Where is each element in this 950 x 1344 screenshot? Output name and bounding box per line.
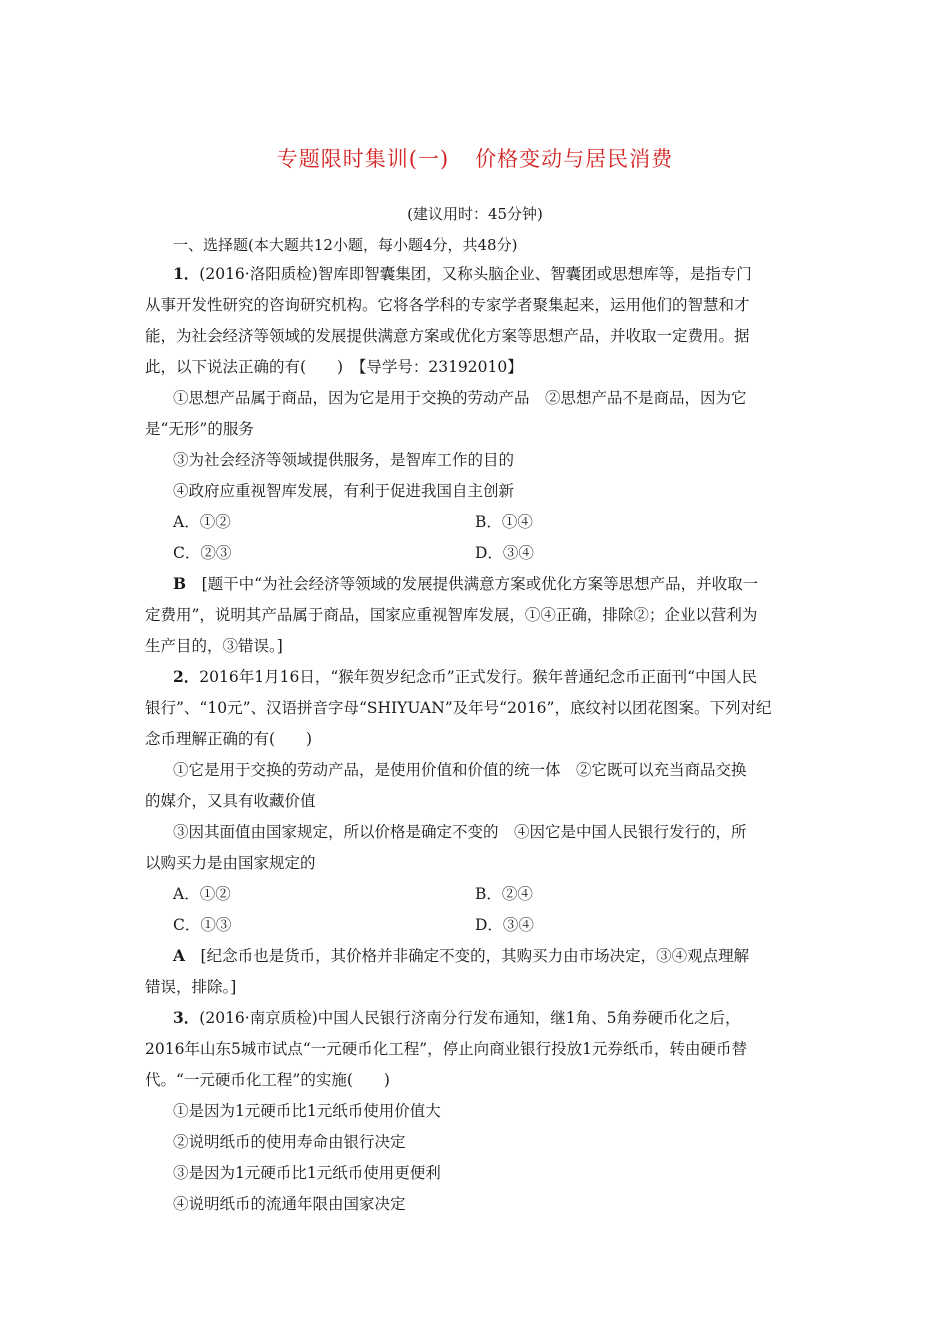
q1-stem-line-2: 从事开发性研究的咨询研究机构。它将各学科的专家学者聚集起来，运用他们的智慧和才	[145, 296, 750, 314]
q3-stem-line-1: 3．(2016·南京质检)中国人民银行济南分行发布通知，继1角、5角券硬币化之后，	[173, 1008, 741, 1027]
q3-statement-2: ②说明纸币的使用寿命由银行决定	[173, 1133, 406, 1151]
q1-statement-4: ④政府应重视智库发展，有利于促进我国自主创新	[173, 482, 515, 500]
q1-explanation-line-1: B [题干中“为社会经济等领域的发展提供满意方案或优化方案等思想产品，并收取一	[173, 574, 759, 593]
q2-option-c: C．①③	[173, 916, 232, 934]
q1-stem-line-4: 此，以下说法正确的有( ) 【导学号：23192010】	[145, 358, 523, 376]
q1-option-a: A．①②	[173, 513, 231, 531]
q1-statement-1-cont: 是“无形”的服务	[145, 420, 254, 438]
q2-option-b: B．②④	[475, 885, 533, 903]
page-title	[0, 143, 950, 173]
q3-stem-line-3: 代。“一元硬币化工程”的实施( )	[145, 1071, 390, 1089]
q1-statement-3: ③为社会经济等领域提供服务，是智库工作的目的	[173, 451, 515, 469]
q1-option-c: C．②③	[173, 544, 232, 562]
q2-statement-1-cont: 的媒介，又具有收藏价值	[145, 792, 316, 810]
q1-explanation-line-2: 定费用”，说明其产品属于商品，国家应重视智库发展，①④正确，排除②；企业以营利为	[145, 606, 758, 624]
q2-stem-line-3: 念币理解正确的有( )	[145, 730, 313, 748]
q2-stem-line-1: 2．2016年1月16日，“猴年贺岁纪念币”正式发行。猴年普通纪念币正面刊“中国人民	[173, 667, 758, 686]
title-main: 专题限时集训(一)	[276, 147, 450, 171]
title-sub: 价格变动与居民消费	[475, 147, 674, 171]
q2-explanation-line-1: A [纪念币也是货币，其价格并非确定不变的，其购买力由市场决定，③④观点理解	[173, 946, 750, 965]
time-hint: (建议用时：45分钟)	[407, 205, 543, 223]
q2-statement-1: ①它是用于交换的劳动产品，是使用价值和价值的统一体 ②它既可以充当商品交换	[173, 761, 747, 779]
q2-answer: A	[173, 946, 186, 965]
q3-statement-3: ③是因为1元硬币比1元纸币使用更便利	[173, 1164, 441, 1182]
q1-statement-1: ①思想产品属于商品，因为它是用于交换的劳动产品 ②思想产品不是商品，因为它	[173, 389, 747, 407]
q1-stem-line-3: 能，为社会经济等领域的发展提供满意方案或优化方案等思想产品，并收取一定费用。据	[145, 327, 750, 345]
q1-stem-line-1: 1．(2016·洛阳质检)智库即智囊集团，又称头脑企业、智囊团或思想库等，是指专门	[173, 264, 752, 283]
section-heading: 一、选择题(本大题共12小题，每小题4分，共48分)	[173, 236, 518, 254]
q1-option-b: B．①④	[475, 513, 533, 531]
q2-statement-3: ③因其面值由国家规定，所以价格是确定不变的 ④因它是中国人民银行发行的，所	[173, 823, 747, 841]
q3-statement-1: ①是因为1元硬币比1元纸币使用价值大	[173, 1102, 441, 1120]
q3-statement-4: ④说明纸币的流通年限由国家决定	[173, 1195, 406, 1213]
q2-option-a: A．①②	[173, 885, 231, 903]
q1-answer: B	[173, 574, 187, 593]
q3-stem-line-2: 2016年山东5城市试点“一元硬币化工程”，停止向商业银行投放1元券纸币，转由硬币替	[145, 1040, 748, 1058]
q1-explanation-line-3: 生产目的，③错误。]	[145, 637, 283, 655]
q2-stem-line-2: 银行”、“10元”、汉语拼音字母“SHIYUAN”及年号“2016”，底纹衬以团花图案。下列对纪	[145, 699, 772, 717]
q2-explanation-line-2: 错误，排除。]	[145, 978, 237, 996]
q2-option-d: D．③④	[475, 916, 534, 934]
q1-option-d: D．③④	[475, 544, 534, 562]
q2-statement-3-cont: 以购买力是由国家规定的	[145, 854, 316, 872]
